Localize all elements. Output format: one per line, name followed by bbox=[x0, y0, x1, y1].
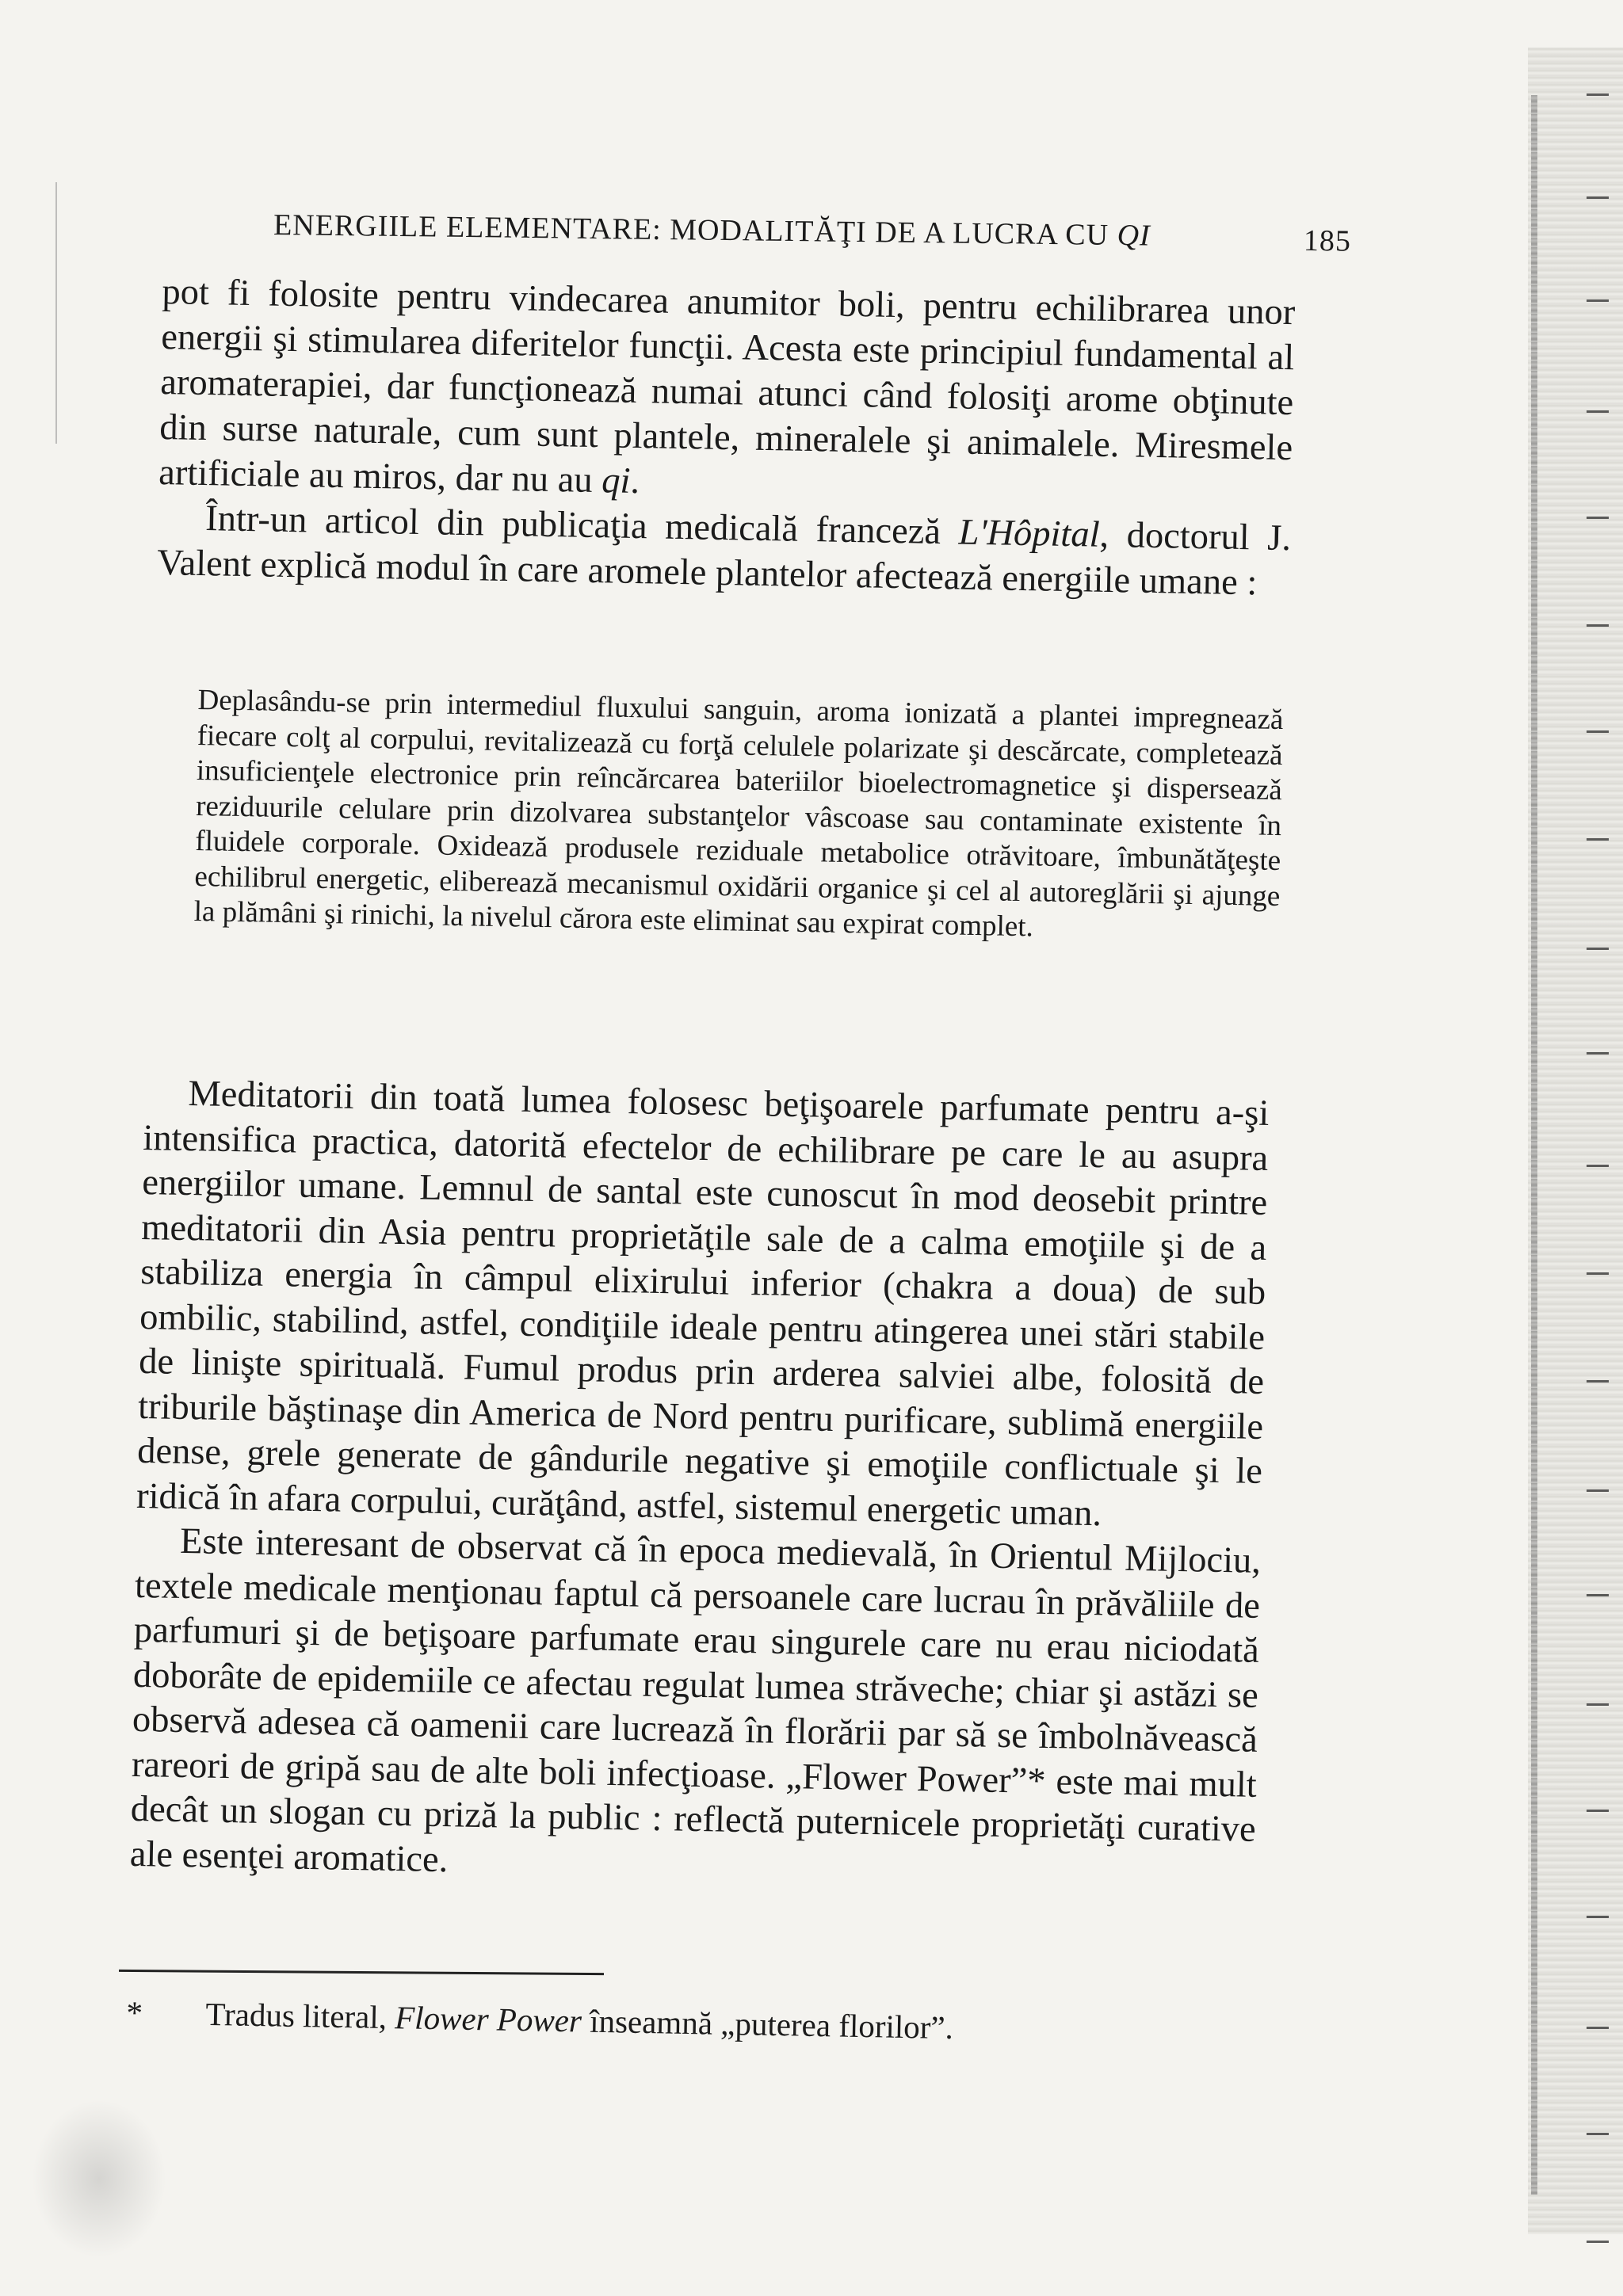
binding-tick bbox=[1587, 948, 1609, 950]
binding-tick bbox=[1587, 2133, 1609, 2135]
block-quote bbox=[193, 683, 1283, 950]
binding-tick bbox=[1587, 1165, 1609, 1167]
footnote-text: Tradus literal, bbox=[205, 1995, 388, 2036]
binding-tick bbox=[1587, 730, 1609, 733]
footnote bbox=[126, 1993, 1157, 2051]
binding-tick bbox=[1587, 1594, 1609, 1596]
footnote-text: înseamnă „puterea florilor”. bbox=[589, 2002, 954, 2046]
margin-mark bbox=[55, 182, 57, 444]
binding-tick bbox=[1587, 1380, 1609, 1383]
binding-tick bbox=[1587, 1810, 1609, 1812]
binding-tick bbox=[1587, 299, 1609, 302]
header-title bbox=[273, 208, 1151, 254]
binding-tick bbox=[1587, 1489, 1609, 1492]
paragraph: Meditatorii din toată lumea folosesc beţişoarele parfumate pentru a-şi intensifica practica, datorită efectelor de echilibrare pe care le au asupra energiilor umane. Lemnul de santal este cunoscut în mod deosebit printre meditatorii din Asia pentru proprietăţile sale de a calma emoţiile şi de a stabiliza energia în câmpul elixirului inferior (chakra a doua) de sub ombilic, stabilind, astfel, condiţiile ideale pentru atingerea unei stări stabile de linişte spirituală. Fumul produs prin arderea salviei albe, folosită de triburile băştinaşe din America de Nord pentru purificare, sublimă energiile dense, grele generate de gândurile negative şi emoţiile conflictuale şi le ridică în afara corpului, curăţând, astfel, sistemul energetic uman. bbox=[136, 1074, 1270, 1534]
binding-tick bbox=[1587, 2027, 1609, 2029]
footnote-marker: * bbox=[126, 1993, 143, 2031]
binding-tick bbox=[1587, 1916, 1609, 1918]
binding-tick bbox=[1587, 1272, 1609, 1275]
binding-tick bbox=[1587, 93, 1609, 96]
main-text-top bbox=[157, 269, 1296, 606]
binding-tick bbox=[1587, 517, 1609, 519]
paragraph-text: Într-un articol din publicaţia medicală franceză bbox=[204, 498, 941, 553]
book-spine-shadow bbox=[1528, 48, 1623, 2234]
paragraph: Este interesant de observat că în epoca medievală, în Orientul Mijlociu, textele medicale menţionau faptul că persoanele care lucrau în prăvăliile de parfumuri şi de beţişoare parfumate erau singurele care nu erau niciodată doborâte de epidemiile ce afectau regulat lumea străveche; chiar şi astăzi se observă adesea că oamenii care lucrează în florării par să se îmbolnăvească rareori de gripă sau de alte boli infecţioase. „Flower Power”* este mai mult decât un slogan cu priză la public : reflectă puternicele proprietăţi curative ale esenţei aromatice. bbox=[129, 1520, 1262, 1880]
paragraph-text: pot fi folosite pentru vindecarea anumitor boli, pentru echilibrarea unor energii şi stimularea diferitelor funcţii. Acesta este principiul fundamental al aromaterapiei, dar funcţionează numai atunci când folosiţi arome obţinute din surse naturale, cum sunt plantele, mineralele şi animalele. Miresmele artificiale au miros, dar nu au bbox=[158, 271, 1296, 501]
main-text-bottom bbox=[129, 1071, 1269, 1897]
header-title-text: ENERGIILE ELEMENTARE: MODALITĂŢI DE A LUCRA CU bbox=[273, 208, 1109, 252]
binding-tick bbox=[1587, 410, 1609, 413]
footnote-italic: Flower Power bbox=[394, 1999, 582, 2039]
scan-smudge bbox=[32, 2100, 166, 2258]
book-binding-edge bbox=[1531, 95, 1537, 2195]
page-number: 185 bbox=[1303, 223, 1352, 258]
header-title-italic: QI bbox=[1117, 219, 1151, 253]
binding-tick bbox=[1587, 838, 1609, 841]
binding-tick bbox=[1587, 1052, 1609, 1055]
italic-term: qi bbox=[601, 460, 631, 502]
binding-tick bbox=[1587, 624, 1609, 627]
quote-text: Deplasându-se prin intermediul fluxului sanguin, aroma ionizată a plantei impregnează fiecare colţ al corpului, revitalizează cu forţă celulele polarizate şi descărcate, completează insuficienţele electronice prin reîncărcarea bateriilor bioelectromagnetice şi disperseazǎ reziduurile celulare prin dizolvarea substanţelor vâscoase sau contaminate existente în fluidele corporale. Oxidează produsele reziduale metabolice otrăvitoare, îmbunătăţeşte echilibrul energetic, eliberează mecanismul oxidării organice şi cel al autoreglării şi ajunge la plămâni şi rinichi, la nivelul cărora este eliminat sau expirat complet. bbox=[193, 683, 1284, 944]
footnote-divider bbox=[119, 1970, 604, 1975]
binding-tick bbox=[1587, 2241, 1609, 2243]
binding-tick bbox=[1587, 196, 1609, 199]
paragraph-text: , doctorul J. Valent explică modul în care aromele plantelor afectează energiile umane : bbox=[156, 514, 1292, 604]
running-header bbox=[273, 208, 1352, 269]
italic-term: L'Hôpital bbox=[958, 512, 1101, 555]
paragraph: pot fi folosite pentru vindecarea anumitor boli, pentru echilibrarea unor energii şi stimularea diferitelor funcţii. Acesta este principiul fundamental al aromaterapiei, dar funcţionează numai atunci când folosiţi arome obţinute din surse naturale, cum sunt plantele, mineralele şi animalele. Miresmele artificiale au miros, dar nu au qi. bbox=[158, 271, 1296, 502]
binding-tick bbox=[1587, 1703, 1609, 1706]
